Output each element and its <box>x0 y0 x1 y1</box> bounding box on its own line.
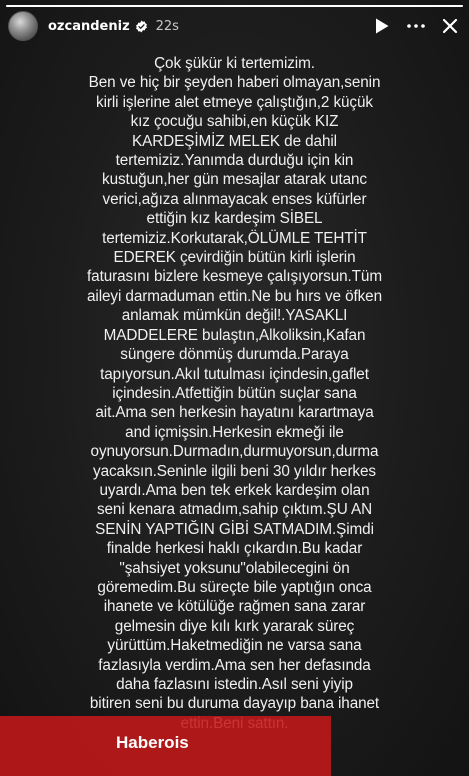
story-header <box>8 12 461 40</box>
story-text: Çok şükür ki tertemizim. Ben ve hiç bir şeyden haberi olmayan,senin kirli işlerine alet etmeye çalıştığın,2 küçük kız çocuğu sahibi,en küçük KIZ KARDEŞİMİZ MELEK de dahil tertemiziz.Yanımda durduğu için kin kustuğun,her gün mesajlar atarak utanc verici,ağıza alınmayacak enses küfürler ettiğin kız kardeşim SİBEL tertemiziz.Korkutarak,ÖLÜMLE TEHTİT EDEREK çevirdiğin bütün kirli işlerin faturasını bizlere kesmeye çalışıyorsun.Tüm aileyi darmaduman ettin.Ne bu hırs ve öfken anlamak mümkün değil!.YASAKLI MADDELERE bulaştın,Alkoliksin,Kafan süngere dönmüş durumda.Paraya tapıyorsun.Akıl tutulması içindesin,gaflet içindesin.Atfettiğin bütün suçlar sana ait.Ama sen herkesin hayatını karartmaya and içmişsin.Herkesin ekmeği ile oynuyorsun.Durmadın,durmuyorsun,durma yacaksın.Seninle ilgili beni 30 yıldır herkes uyardı.Ama ben tek erkek kardeşim olan seni kenara atmadım,sahip çıktım.ŞU AN SENİN YAPTIĞIN GİBİ SATMADIM.Şimdi finalde herkesi haklı çıkardın.Bu kadar "şahsiyet yoksunu"olabilecegini ön göremedim.Bu süreçte bile yaptığın onca ihanete ve kötülüğe rağmen sana zarar gelmesin diye kılı kırk yararak süreç yürüttüm.Haketmediğin ne varsa sana fazlasıyla verdim.Ama sen her defasında daha fazlasını istedin.Asıl seni yiyip bitiren seni bu duruma dayayıp bana ihanet <box>87 55 382 713</box>
story-progress-fill <box>6 5 463 7</box>
verified-badge-icon <box>135 20 148 33</box>
watermark-logo: Haberois <box>116 733 189 752</box>
story-timestamp: 22s <box>155 18 179 34</box>
more-icon[interactable] <box>405 15 427 37</box>
close-icon[interactable] <box>439 15 461 37</box>
username[interactable]: ozcandeniz <box>48 18 130 34</box>
avatar[interactable] <box>8 11 38 41</box>
story-progress-bar <box>6 5 463 7</box>
play-icon[interactable] <box>371 15 393 37</box>
